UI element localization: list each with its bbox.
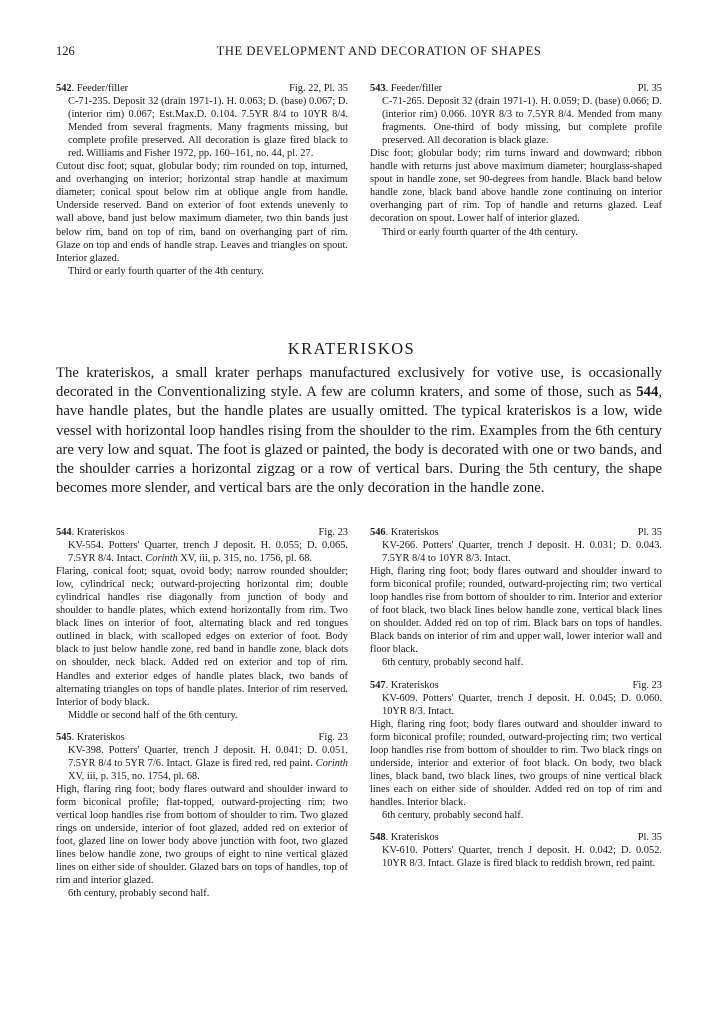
entry-metadata <box>56 744 348 783</box>
catalog-entry-542 <box>56 82 348 278</box>
entry-reference: Fig. 23 <box>632 679 662 691</box>
entry-metadata: KV-609. Potters' Quarter, trench J deposit. H. 0.045; D. 0.060. 10YR 8/3. Intact. <box>382 692 662 717</box>
entry-description: Cutout disc foot; squat, globular body; rim rounded on top, inturned, and overhanging on interior; horizontal strap handle at maximum diameter; conical spout below rim at oblique angle from handle. Underside reserved. Band on exterior of foot extends unevenly to wall above, band just below maximum diameter, two thin bands just below rim, band on top of rim, band on overhanging part of rim. Glaze on top and ends of handle strap. Leaves and triangles on spout. Interior glazed. <box>56 161 348 264</box>
catalog-entry-544 <box>56 526 348 722</box>
entry-heading: 548. Krateriskos Pl. 35 <box>370 832 662 844</box>
entry-heading: 542. Feeder/filler Fig. 22, Pl. 35 <box>56 83 348 94</box>
entry-metadata: KV-610. Potters' Quarter, trench J deposit. H. 0.042; D. 0.052. 10YR 8/3. Intact. Glaze is fired black to reddish brown, red paint. <box>382 845 662 870</box>
entry-reference: Pl. 35 <box>637 527 662 538</box>
metadata-text: XV, iii, p. 315, no. 1754, pl. 68. <box>68 770 200 782</box>
entry-number: 548 <box>370 832 386 844</box>
entry-name: Feeder/filler <box>76 83 129 94</box>
entry-heading: 545. Krateriskos Fig. 23 <box>56 731 348 743</box>
entry-name: Krateriskos <box>390 679 439 691</box>
entry-metadata <box>56 539 348 565</box>
page-number: 126 <box>56 44 75 58</box>
entry-number: 545 <box>56 731 72 743</box>
entry-heading: 543. Feeder/filler Pl. 35 <box>370 83 662 94</box>
entry-heading: 544. Krateriskos Fig. 23 <box>56 527 348 538</box>
catalog-entry-548 <box>370 831 662 870</box>
entry-reference: Pl. 35 <box>637 832 662 844</box>
entry-description: High, flaring ring foot; body flares outward and shoulder inward to form biconical profile; flat-topped, outward-projecting rim; two vertical loop handles rise from bottom of shoulder to rim. Two glazed rings on underside, interior of foot glazed, added red on exterior of foot, glazed line on lower body above junction with foot, two glazed lines below handle zone, two groups of eight to nine vertical glazed lines on either side of shoulder. Glazed bars on tops of handles, top of rim and interior glazed. <box>56 783 348 887</box>
running-head: THE DEVELOPMENT AND DECORATION OF SHAPES <box>216 44 542 58</box>
entry-reference: Fig. 23 <box>318 527 348 538</box>
entry-number: 544 <box>56 527 72 538</box>
column-top-right <box>370 82 662 248</box>
entry-description: High, flaring ring foot; body flares outward and shoulder inward to form biconical profile; rounded, outward-projecting rim; two vertical loop handles rise from bottom of shoulder to rim. Two black rings on underside, interior and exterior of foot black. On body, two black lines, black band, two black lines, two groups of nine vertical black lines each on either side of shoulder. Added red on top of rim and handles. Interior black. <box>370 718 662 808</box>
column-bottom-left <box>56 526 348 909</box>
column-top-left <box>56 82 348 287</box>
entry-description: Flaring, conical foot; squat, ovoid body; narrow rounded shoulder; low, cylindrical neck; outward-projecting horizontal rim; double cylindrical handles rise diagonally from junction of body and shoulder to handle plates, which extend horizontally from rim. Two black lines on interior of foot, alternating black and red tongues outlined in black, with scalloped edges on exterior of foot. Body black to just below handle zone, red band in handle zone, black dots on shoulder, neck black. Added red on exterior and top of rim. Handles and exterior edges of handle plates black, two bands of alternating triangles on tops of handle plates. Interior of rim reserved. Interior of body black. <box>56 566 348 708</box>
metadata-italic: Corinth <box>145 553 178 565</box>
intro-entry-reference: 544 <box>636 384 659 401</box>
entry-heading: 547. Krateriskos Fig. 23 <box>370 679 662 691</box>
entry-number: 546 <box>370 527 386 538</box>
section-title: KRATERISKOS <box>287 339 416 358</box>
metadata-text: XV, iii, p. 315, no. 1756, pl. 68. <box>177 553 313 565</box>
entry-description: Disc foot; globular body; rim turns inward and downward; ribbon handle with returns just above maximum diameter; hourglass-shaped spout in handle zone, set 90-degrees from handle. Black band below handle zone, black band above handle zone continuing on interior overhanging part of rim. Top of handle and returns glazed. Leaf decoration on spout. Lower half of interior glazed. <box>370 148 662 225</box>
intro-text-a: The krateriskos, a small krater perhaps manufactured exclusively for votive use, is occasionally decorated in the Conventionalizing style. A few are column kraters, and some of those, such as <box>56 365 662 401</box>
entry-number: 547 <box>370 679 386 691</box>
entry-metadata: C-71-235. Deposit 32 (drain 1971-1). H. 0.063; D. (base) 0.067; D. (interior rim) 0.067; Est.Max.D. 0.104. 7.5YR 8/4 to 10YR 8/4. Mended from several fragments. Many fragments missing, but complete profile preserved. All decoration is glaze fired black to red. Williams and Fisher 1972, pp. 160–161, no. 44, pl. 27. <box>68 96 348 160</box>
catalog-entry-547 <box>370 679 662 823</box>
catalog-entry-543 <box>370 82 662 239</box>
metadata-text: KV-554. Potters' Quarter, trench J deposit. H. 0.055; D. 0.065. 7.5YR 8/4. Intact. <box>68 540 348 565</box>
catalog-entry-546 <box>370 526 662 670</box>
entry-date: 6th century, probably second half. <box>382 657 524 669</box>
entry-number: 543 <box>370 83 386 94</box>
entry-date: Middle or second half of the 6th century. <box>68 709 238 721</box>
page-header <box>56 44 662 64</box>
entry-heading: 546. Krateriskos Pl. 35 <box>370 527 662 538</box>
section-intro <box>56 364 662 498</box>
entry-date: Third or early fourth quarter of the 4th century. <box>68 265 264 277</box>
entry-name: Krateriskos <box>76 731 125 743</box>
entry-date: 6th century, probably second half. <box>382 809 524 821</box>
entry-name: Feeder/filler <box>390 83 443 94</box>
entry-date: Third or early fourth quarter of the 4th century. <box>382 226 578 238</box>
entry-name: Krateriskos <box>76 527 125 538</box>
entry-metadata: KV-266. Potters' Quarter, trench J deposit. H. 0.031; D. 0.043. 7.5YR 8/4 to 10YR 8/3. Intact. <box>382 540 662 565</box>
entry-metadata: C-71-265. Deposit 32 (drain 1971-1). H. 0.059; D. (base) 0.066; D. (interior rim) 0.066. 10YR 8/3 to 7.5YR 8/4. Mended from many fragments. One-third of body missing, but complete profile preserved. All decoration is black glaze. <box>382 96 662 147</box>
entry-name: Krateriskos <box>390 527 439 538</box>
intro-text-b: , have handle plates, but the handle plates are usually omitted. The typical krateriskos is a low, wide vessel with horizontal loop handles rising from the shoulder to the rim. Examples from the 6th century are very low and squat. The foot is glazed or painted, the body is decorated with one or two bands, and the shoulder carries a horizontal zigzag or a row of vertical bars. During the 5th century, the shape becomes more slender, and vertical bars are the only decoration in the handle zone. <box>56 384 662 497</box>
entry-reference: Fig. 22, Pl. 35 <box>289 83 348 94</box>
metadata-italic: Corinth <box>315 757 348 769</box>
column-bottom-right <box>370 526 662 879</box>
catalog-entry-545 <box>56 731 348 901</box>
entry-description: High, flaring ring foot; body flares outward and shoulder inward to form biconical profile; rounded, outward-projecting rim; two vertical loop handles rise from bottom of shoulder to rim. Interior and exterior of foot black, two black lines below handle zone, vertical black lines on shoulder. Added red on top of rim. Black bars on tops of handles. Black bands on interior of rim and upper wall, lower interior wall and floor black. <box>370 566 662 656</box>
entry-reference: Fig. 23 <box>318 731 348 743</box>
metadata-text: KV-398. Potters' Quarter, trench J deposit. H. 0.041; D. 0.051. 7.5YR 8/4 to 5YR 7/6. Intact. Glaze is fired red, red paint. <box>68 744 348 769</box>
entry-reference: Pl. 35 <box>637 83 662 94</box>
entry-date: 6th century, probably second half. <box>68 888 210 900</box>
entry-number: 542 <box>56 83 72 94</box>
entry-name: Krateriskos <box>390 832 439 844</box>
